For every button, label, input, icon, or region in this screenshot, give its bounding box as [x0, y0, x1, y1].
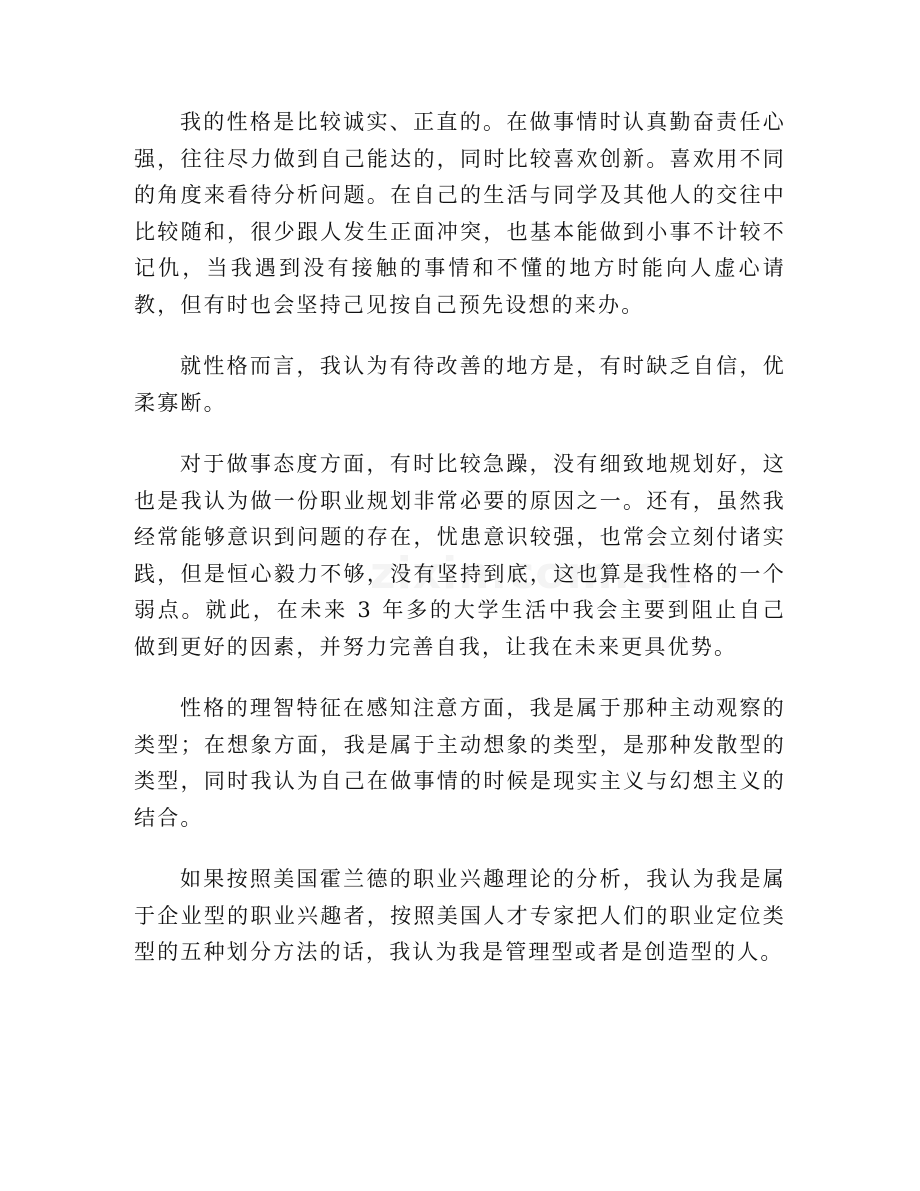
- paragraph-personality: 我的性格是比较诚实、正直的。在做事情时认真勤奋责任心强，往往尽力做到自己能达的，同时比较喜欢创新。喜欢用不同的角度来看待分析问题。在自己的生活与同学及其他人的交往中比较随和，很少跟人发生正面冲突，也基本能做到小事不计较不记仇，当我遇到没有接触的事情和不懂的地方时能向人虚心请教，但有时也会坚持己见按自己预先设想的来办。: [134, 110, 786, 317]
- document-body: [134, 104, 786, 996]
- paragraph-attitude: 对于做事态度方面，有时比较急躁，没有细致地规划好，这也是我认为做一份职业规划非常必要的原因之一。还有，虽然我经常能够意识到问题的存在，忧患意识较强，也常会立刻付诸实践，但是恒心毅力不够，没有坚持到底，这也算是我性格的一个弱点。就此，在未来 3 年多的大学生活中我会主要到阻止自己做到更好的因素，并努力完善自我，让我在未来更具优势。: [134, 452, 786, 659]
- paragraph-improvement: 就性格而言，我认为有待改善的地方是，有时缺乏自信，优柔寡断。: [134, 354, 786, 415]
- paragraph-rational-traits: 性格的理智特征在感知注意方面，我是属于那种主动观察的类型；在想象方面，我是属于主动想象的类型，是那种发散型的类型，同时我认为自己在做事情的时候是现实主义与幻想主义的结合。: [134, 696, 786, 830]
- paragraph-career-interest: 如果按照美国霍兰德的职业兴趣理论的分析，我认为我是属于企业型的职业兴趣者，按照美国人才专家把人们的职业定位类型的五种划分方法的话，我认为我是管理型或者是创造型的人。: [134, 867, 786, 964]
